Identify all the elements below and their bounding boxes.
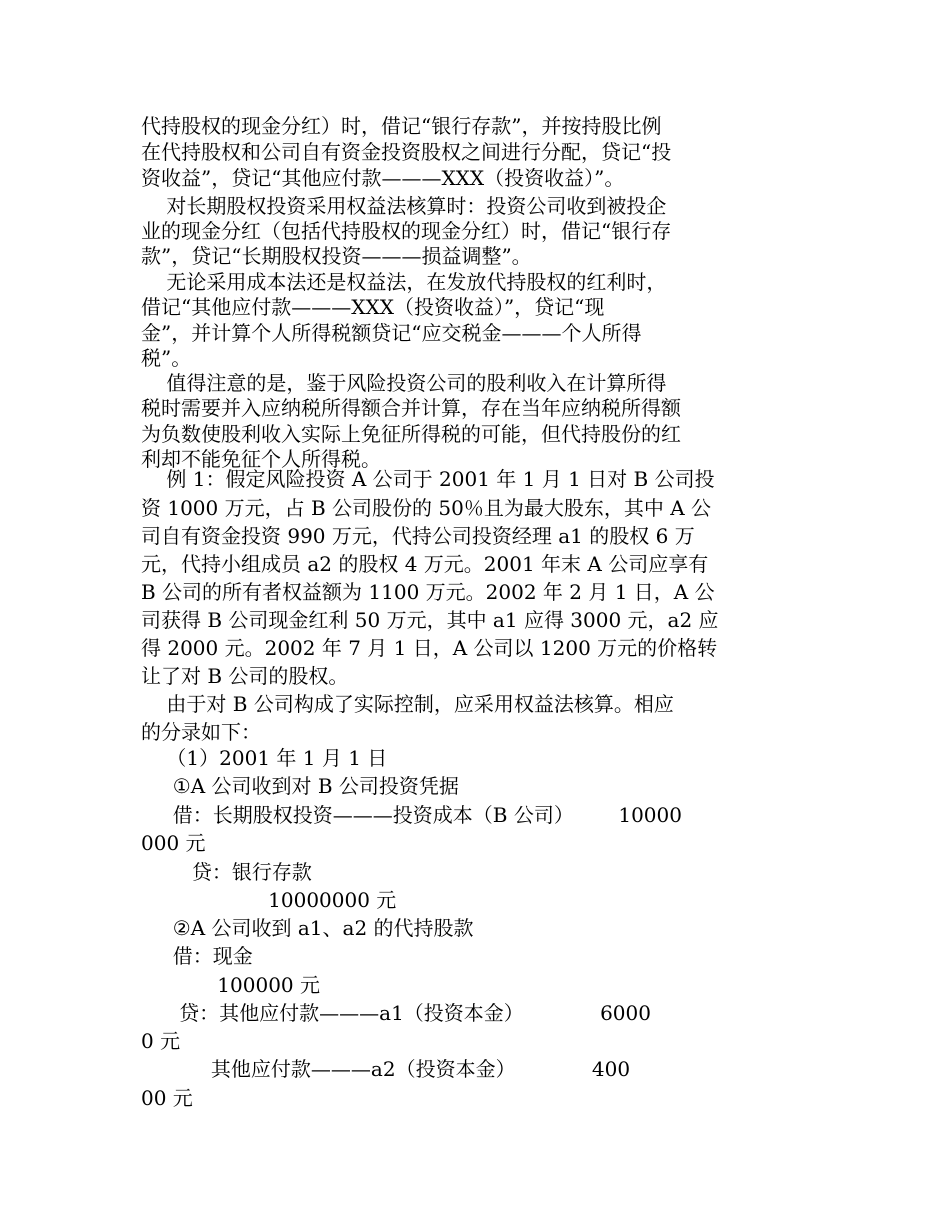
text-line: 代持股权的现金分红）时，借记“银行存款”，并按持股比例 bbox=[141, 114, 662, 138]
text-line: 得 2000 元。2002 年 7 月 1 日，A 公司以 1200 万元的价格转 bbox=[141, 636, 718, 660]
text-line: 贷：其他应付款———a1（投资本金） 6000 bbox=[141, 1001, 651, 1025]
text-line: B 公司的所有者权益额为 1100 万元。2002 年 2 月 1 日，A 公 bbox=[141, 580, 715, 604]
text-line: 无论采用成本法还是权益法，在发放代持股权的红利时， bbox=[141, 270, 667, 294]
text-line: 资收益”，贷记“其他应付款———XXX（投资收益）”。 bbox=[141, 166, 625, 190]
text-line: 为负数使股利收入实际上免征所得税的可能，但代持股份的红 bbox=[141, 422, 681, 446]
text-line: 借：长期股权投资———投资成本（B 公司） 10000 bbox=[141, 803, 682, 827]
text-line: 00 元 bbox=[141, 1086, 193, 1110]
text-line: 000 元 bbox=[141, 831, 206, 855]
text-line: 税”。 bbox=[141, 346, 192, 370]
text-line: 其他应付款———a2（投资本金） 400 bbox=[141, 1057, 631, 1081]
text-line: 司自有资金投资 990 万元，代持公司投资经理 a1 的股权 6 万 bbox=[141, 524, 695, 548]
text-line: 资 1000 万元，占 B 公司股份的 50％且为最大股东，其中 A 公 bbox=[141, 496, 711, 520]
text-line: ①A 公司收到对 B 公司投资凭据 bbox=[141, 774, 459, 798]
text-line: 贷：银行存款 bbox=[141, 860, 312, 884]
text-line: 0 元 bbox=[141, 1029, 181, 1053]
text-line: （1）2001 年 1 月 1 日 bbox=[141, 746, 388, 770]
text-line: 在代持股权和公司自有资金投资股权之间进行分配，贷记“投 bbox=[141, 140, 672, 164]
text-line: 司获得 B 公司现金红利 50 万元，其中 a1 应得 3000 元，a2 应 bbox=[141, 608, 719, 632]
text-line: 金”，并计算个人所得税额贷记“应交税金———个人所得 bbox=[141, 321, 642, 345]
text-line: 的分录如下： bbox=[141, 720, 261, 744]
text-line: 款”，贷记“长期股权投资———损益调整”。 bbox=[141, 244, 532, 268]
text-line: 让了对 B 公司的股权。 bbox=[141, 664, 349, 688]
text-line: 10000000 元 bbox=[141, 888, 397, 912]
text-line: 值得注意的是，鉴于风险投资公司的股利收入在计算所得 bbox=[141, 371, 667, 395]
text-line: 100000 元 bbox=[141, 973, 320, 997]
text-line: 例 1：假定风险投资 A 公司于 2001 年 1 月 1 日对 B 公司投 bbox=[141, 467, 715, 491]
text-line: 借：现金 bbox=[141, 944, 253, 968]
text-line: ②A 公司收到 a1、a2 的代持股款 bbox=[141, 916, 474, 940]
text-line: 对长期股权投资采用权益法核算时：投资公司收到被投企 bbox=[141, 194, 667, 218]
text-line: 元，代持小组成员 a2 的股权 4 万元。2001 年末 A 公司应享有 bbox=[141, 552, 709, 576]
text-line: 业的现金分红（包括代持股权的现金分红）时，借记“银行存 bbox=[141, 219, 672, 243]
text-line: 利却不能免征个人所得税。 bbox=[141, 447, 381, 471]
text-line: 由于对 B 公司构成了实际控制，应采用权益法核算。相应 bbox=[141, 692, 674, 716]
text-line: 税时需要并入应纳税所得额合并计算，存在当年应纳税所得额 bbox=[141, 396, 681, 420]
text-line: 借记“其他应付款———XXX（投资收益）”，贷记“现 bbox=[141, 295, 605, 319]
